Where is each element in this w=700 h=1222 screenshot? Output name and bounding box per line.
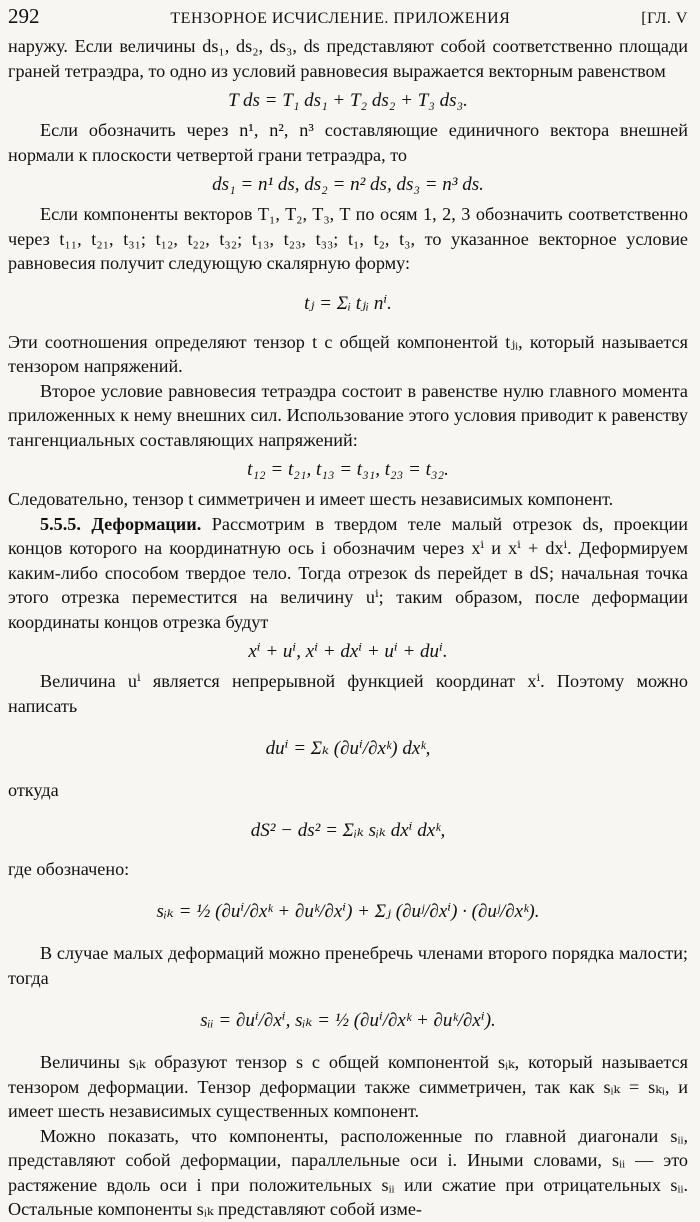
paragraph: Эти соотношения определяют тензор t с общей компонентой tⱼᵢ, который называется тензором напряжений.: [8, 331, 688, 376]
page-number: 292: [8, 4, 40, 28]
paragraph: наружу. Если величины ds₁, ds₂, ds₃, ds представляют собой соответственно площади граней тетраэдра, то одно из условий равновесия выражается векторным равенством: [8, 36, 688, 81]
formula: dS² − ds² = Σᵢₖ sᵢₖ dxⁱ dxᵏ,: [250, 819, 446, 841]
formula: duⁱ = Σₖ (∂uⁱ/∂xᵏ) dxᵏ,: [265, 738, 431, 759]
paragraph: Можно показать, что компоненты, расположенные по главной диагонали sᵢᵢ, представляют собой деформации, параллельные оси i. Иными словами, sᵢᵢ — это растяжение вдоль оси i при положительных sᵢᵢ или сжатие при отрицательных sᵢᵢ. Остальные компоненты sᵢₖ представляют собой изме-: [8, 1125, 688, 1219]
running-title: ТЕНЗОРНОЕ ИСЧИСЛЕНИЕ. ПРИЛОЖЕНИЯ: [170, 10, 511, 27]
formula: tⱼ = Σᵢ tⱼᵢ nⁱ.: [304, 292, 392, 314]
formula: ds₁ = n¹ ds, ds₂ = n² ds, ds₃ = n³ ds.: [212, 174, 484, 195]
paragraph-text: Рассмотрим в твердом теле малый отрезок ds, проекции концов которого на координатную ось i обозначим через xⁱ и xⁱ + dxⁱ. Деформируем каким-либо способом твердое тело. Тогда отрезок ds перейдет в dS; начальная точка этого отрезка переместится на величину uⁱ; таким образом, после деформации координаты концов отрезка будут: [8, 513, 688, 632]
paragraph: В случае малых деформаций можно пренебречь членами второго порядка малости; тогда: [8, 943, 688, 988]
chapter-label: [ГЛ. V: [641, 10, 688, 27]
paragraph: [8, 512, 688, 635]
paragraph: Величины sᵢₖ образуют тензор s с общей компонентой sᵢₖ, который называется тензором деформации. Тензор деформации также симметричен, так как sᵢₖ = sₖᵢ, и имеет шесть независимых существенных компонент.: [8, 1052, 688, 1121]
formula: sᵢᵢ = ∂uⁱ/∂xⁱ, sᵢₖ = ½ (∂uⁱ/∂xᵏ + ∂uᵏ/∂xⁱ).: [200, 1010, 496, 1031]
paragraph: Второе условие равновесия тетраэдра состоит в равенстве нулю главного момента приложенных к нему внешних сил. Использование этого условия приводит к равенству тангенциальных составляющих напряжений:: [8, 380, 688, 450]
section-heading: 5.5.5. Деформации.: [40, 513, 202, 534]
formula: T ds = T₁ ds₁ + T₂ ds₂ + T₃ ds₃.: [228, 90, 468, 111]
formula: sᵢₖ = ½ (∂uⁱ/∂xᵏ + ∂uᵏ/∂xⁱ) + Σⱼ (∂uʲ/∂xⁱ) · (∂uʲ/∂xᵏ).: [156, 901, 540, 922]
formula: t₁₂ = t₂₁, t₁₃ = t₃₁, t₂₃ = t₃₂.: [247, 459, 449, 480]
paragraph: Следовательно, тензор t симметричен и имеет шесть независимых компонент.: [8, 489, 614, 509]
paragraph: где обозначено:: [8, 858, 130, 879]
paragraph: Если компоненты векторов T₁, T₂, T₃, T по осям 1, 2, 3 обозначить соответственно через t₁₁, t₂₁, t₃₁; t₁₂, t₂₂, t₃₂; t₁₃, t₂₃, t₃₃; t₁, t₂, t₃, то указанное векторное условие равновесия получит следующую скалярную форму:: [8, 204, 688, 273]
paragraph: Если обозначить через n¹, n², n³ составляющие единичного вектора внешней нормали к плоскости четвертой грани тетраэдра, то: [8, 120, 688, 165]
paragraph: откуда: [8, 780, 59, 800]
page-header: [8, 4, 688, 34]
formula: xⁱ + uⁱ, xⁱ + dxⁱ + uⁱ + duⁱ.: [248, 641, 448, 662]
paragraph: Величина uⁱ является непрерывной функцией координат xⁱ. Поэтому можно написать: [8, 671, 688, 716]
